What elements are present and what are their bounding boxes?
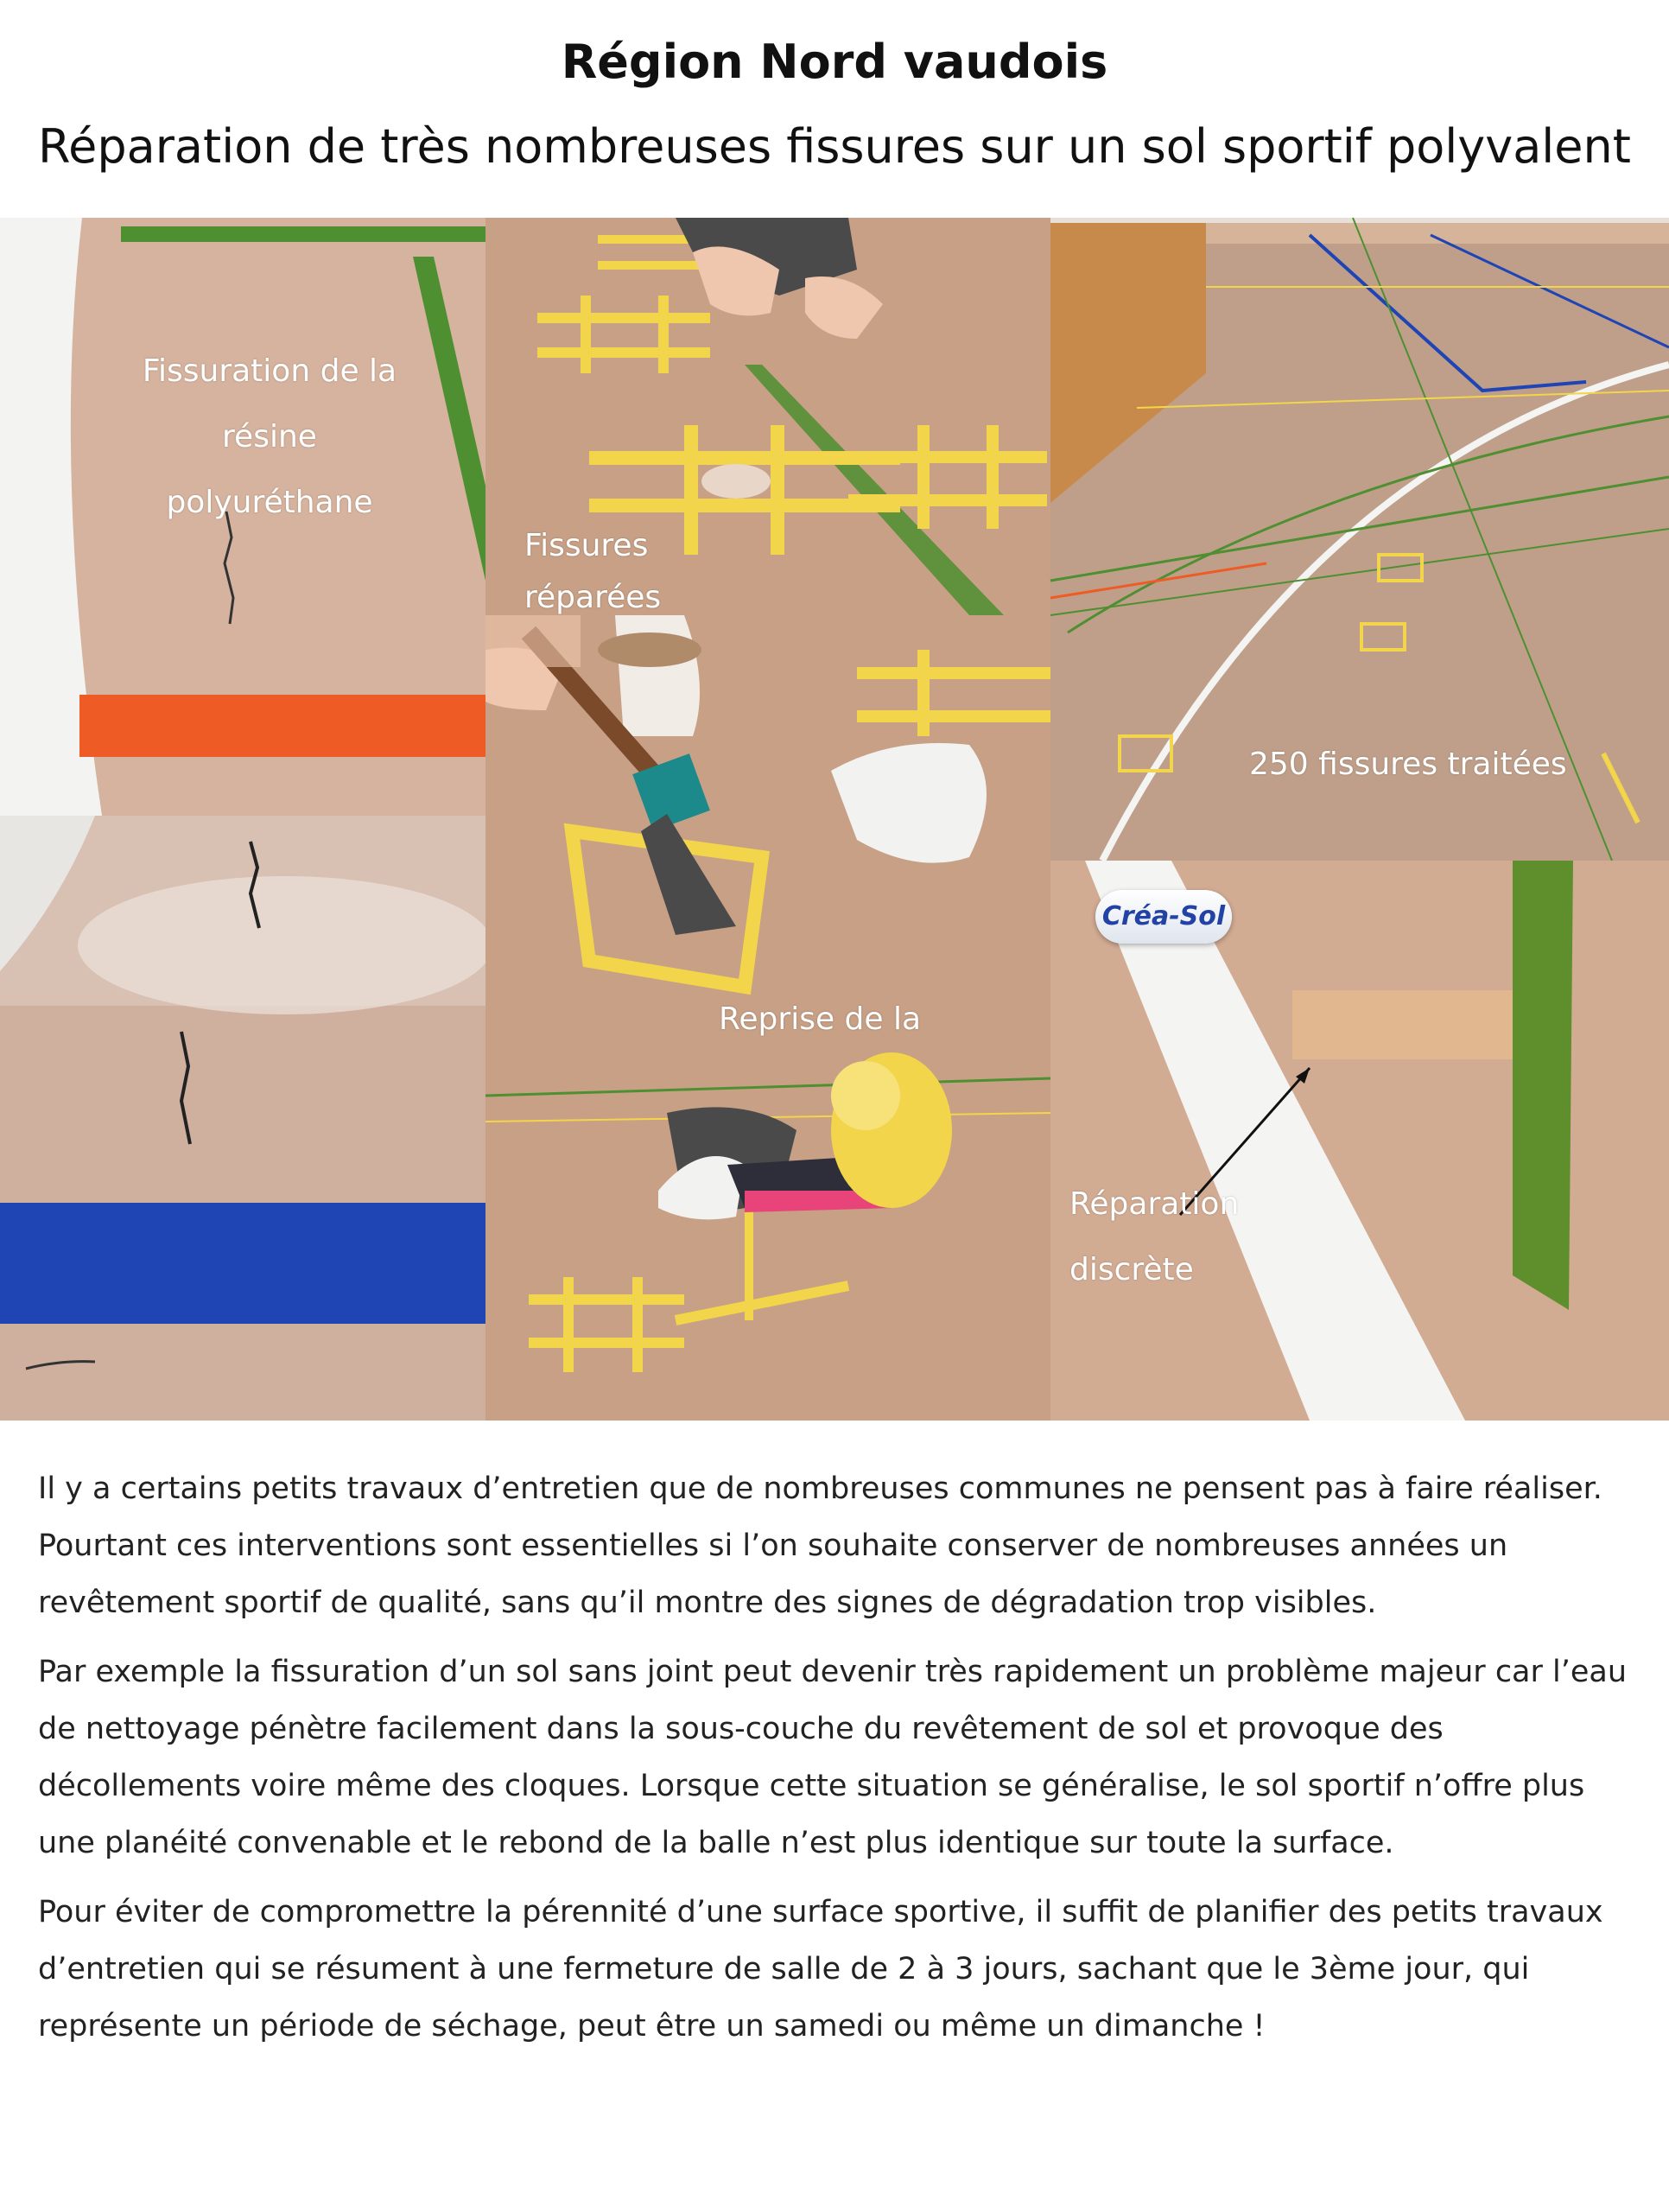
photo-removing-tape <box>485 1061 1050 1421</box>
paragraph: Pour éviter de compromettre la pérennité d’une surface sportive, il suffit de planifier des petits travaux d’entretien qui se résument à une fermeture de salle de 2 à 3 jours, sachant que le 3ème jour, qui représente un période de séchage, peut être un samedi ou même un dimanche ! <box>38 1895 1603 2044</box>
caption-paint: Reprise de la <box>719 1001 922 1037</box>
photo-sports-hall <box>1050 218 1669 861</box>
photo-repaired-cracks <box>485 218 1050 615</box>
article-body <box>38 1460 1636 2067</box>
caption-treated: 250 fissures traitées <box>1249 747 1567 782</box>
caption-crack: Fissuration de la résine polyuréthane <box>142 353 397 520</box>
photo-crack-resin <box>0 218 485 816</box>
caption-discrete: Réparation discrète <box>1069 1186 1240 1287</box>
photo-discrete-repair <box>1050 861 1669 1421</box>
caption-repaired: Fissures réparées <box>524 528 662 615</box>
page-title: Région Nord vaudois <box>561 35 1108 89</box>
paragraph: Il y a certains petits travaux d’entretien que de nombreuses communes ne pensent pas à faire réaliser. Pourtant ces interventions sont essentielles si l’on souhaite conserver de nombreuses années un revêtement sportif de qualité, sans qu’il montre des signes de dégradation trop visibles. <box>38 1471 1602 1620</box>
paragraph: Par exemple la fissuration d’un sol sans joint peut devenir très rapidement un problème majeur car l’eau de nettoyage pénètre facilement dans la sous-couche du revêtement de sol et provoque des décollements voire même des cloques. Lorsque cette situation se généralise, le sol sportif n’offre plus une planéité convenable et le rebond de la balle n’est plus identique sur toute la surface. <box>38 1655 1628 1860</box>
photo-crack-closeup <box>0 816 485 1421</box>
page-subtitle: Réparation de très nombreuses fissures sur un sol sportif polyvalent <box>38 119 1631 174</box>
crea-sol-logo: Créa-Sol <box>1095 890 1232 944</box>
photo-collage <box>0 218 1669 1421</box>
photo-repainting <box>485 615 1050 1061</box>
